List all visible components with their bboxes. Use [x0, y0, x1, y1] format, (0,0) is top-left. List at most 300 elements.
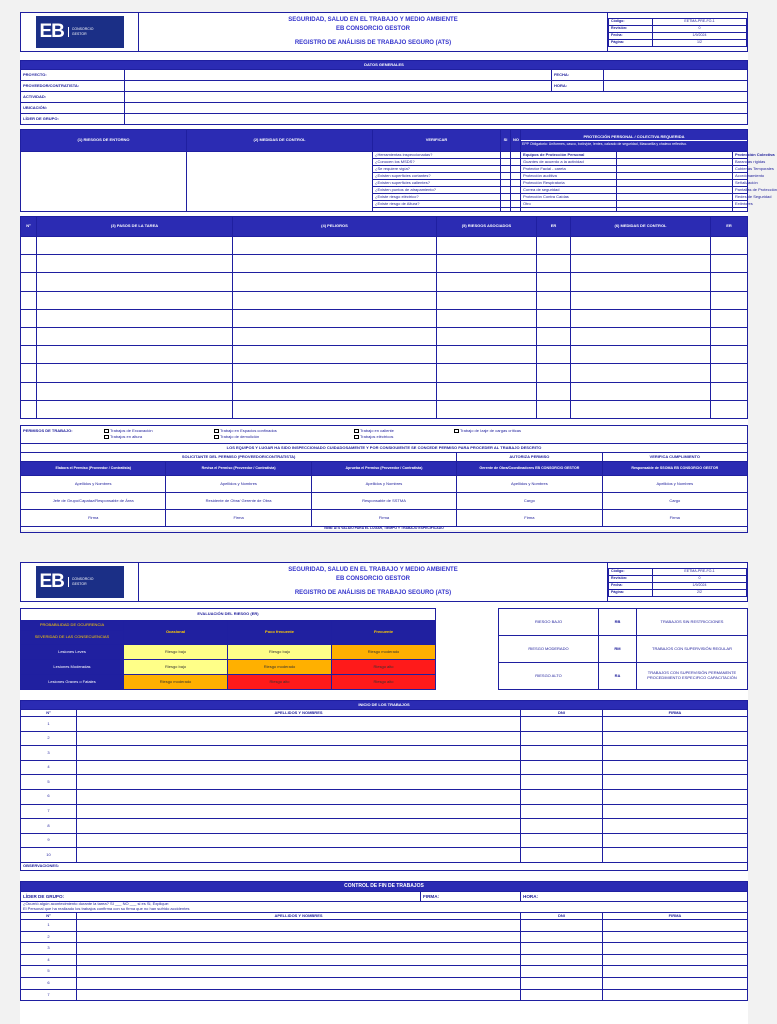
no-check[interactable] [511, 159, 521, 166]
fin-dni-field[interactable] [521, 966, 603, 978]
pasos-cell[interactable] [437, 255, 537, 273]
pasos-cell[interactable] [711, 364, 748, 382]
verificar-header: VERIFICAR [373, 130, 501, 152]
pasos-cell[interactable] [537, 382, 571, 400]
logo-sub2: GESTOR [71, 32, 87, 36]
pasos-cell[interactable] [537, 309, 571, 327]
inicio-row [21, 804, 748, 819]
fin-nombre-field[interactable] [77, 989, 521, 1001]
permiso-demolicion[interactable] [213, 435, 353, 440]
nombres-field[interactable]: Apellidos y Nombres [166, 475, 311, 492]
inicio-dni-field[interactable] [521, 819, 603, 834]
revision-value: 0 [653, 575, 747, 582]
checkbox-icon[interactable] [214, 435, 219, 439]
no-check[interactable] [511, 152, 521, 159]
epp-item: Protección Contra Caídas [521, 194, 617, 201]
pasos-cell[interactable] [21, 346, 37, 364]
si-check[interactable] [501, 173, 511, 180]
solicitante-header: SOLICITANTE DEL PERMISO (PROVEEDOR/CONTRATISTA) [21, 452, 457, 461]
colectiva-item: Cubiertas Temporales [733, 166, 748, 173]
hora-field[interactable] [603, 81, 747, 92]
colectiva-item: Señalización [733, 180, 748, 187]
col-frecuente: Frecuente [332, 621, 436, 645]
riesgos-entorno-field[interactable] [21, 152, 187, 212]
header-title-1: SEGURIDAD, SALUD EN EL TRABAJO Y MEDIO AMBIENTE [288, 17, 458, 23]
fin-nombres-header: APELLIDOS Y NOMBRES [77, 912, 521, 919]
codes-table [608, 568, 747, 597]
pasos-cell[interactable] [21, 400, 37, 418]
cargo-field[interactable]: Residente de Obra/ Gerente de Obra [166, 492, 311, 509]
elabora-header: Elabora el Permiso (Proveedor / Contratista) [21, 461, 166, 475]
pasos-cell[interactable] [437, 309, 537, 327]
fin-firma-field[interactable] [603, 931, 748, 943]
si-check[interactable] [501, 159, 511, 166]
evaluacion-riesgo-table [20, 608, 436, 690]
no-check[interactable] [511, 180, 521, 187]
fin-nombre-field[interactable] [77, 931, 521, 943]
pasos-cell[interactable] [537, 291, 571, 309]
firma-field[interactable]: Firma [311, 509, 456, 526]
inicio-firma-field[interactable] [603, 848, 748, 863]
header-titles [139, 563, 608, 602]
datos-title: DATOS GENERALES [21, 61, 748, 70]
cargo-field[interactable]: Responsable de SSTMA [311, 492, 456, 509]
datos-generales-table [20, 60, 748, 125]
proveedor-field[interactable] [125, 81, 552, 92]
pasos-cell[interactable] [437, 291, 537, 309]
header-title-3: REGISTRO DE ANÁLISIS DE TRABAJO SEGURO (ATS) [294, 40, 452, 46]
inicio-trabajos-table [20, 700, 748, 871]
inicio-dni-field[interactable] [521, 804, 603, 819]
verificar-item: ¿Herramientas inspeccionadas? [373, 152, 501, 159]
pasos-cell[interactable] [437, 400, 537, 418]
riesgo-legend-table [498, 608, 748, 690]
peligros-header: (4) PELIGROS [233, 217, 437, 237]
no-check[interactable] [511, 201, 521, 208]
fin-lider-label[interactable]: LÍDER DE GRUPO: [21, 891, 421, 901]
pasos-cell[interactable] [437, 346, 537, 364]
colectiva-header: Protección Colectiva [733, 152, 748, 159]
pasos-cell[interactable] [711, 382, 748, 400]
no-check[interactable] [511, 187, 521, 194]
ats-page-2 [20, 562, 748, 1024]
inicio-nombre-field[interactable] [77, 804, 521, 819]
verificar-item: ¿Existe riesgo de Altura? [373, 201, 501, 208]
revision-label: Revisión: [609, 25, 653, 32]
pasos-cell[interactable] [233, 400, 437, 418]
verificar-item: ¿Existe riesgo eléctrico? [373, 194, 501, 201]
checkbox-icon[interactable] [214, 429, 219, 433]
col-poco-frecuente: Poco frecuente [228, 621, 332, 645]
permiso-izaje[interactable] [453, 429, 521, 434]
pasos-cell[interactable] [537, 346, 571, 364]
fin-firma-field[interactable] [603, 943, 748, 955]
pasos-cell[interactable] [37, 364, 233, 382]
fin-title: CONTROL DE FIN DE TRABAJOS [21, 881, 748, 891]
code-label: Código: [609, 568, 653, 575]
epp-item: Protección Respiratoria [521, 180, 617, 187]
page-label: Página: [609, 39, 653, 46]
legend-alto-desc: TRABAJOS CON SUPERVISIÓN PERMANENTE PROCEDIMIENTO ESPECIFICO CAPACITACIÓN [637, 663, 748, 690]
company-logo [36, 566, 124, 598]
legend-alto: RIESGO ALTO [499, 663, 599, 690]
pasos-cell[interactable] [537, 273, 571, 291]
epp-check[interactable] [617, 194, 733, 201]
inicio-dni-field[interactable] [521, 848, 603, 863]
inicio-firma-field[interactable] [603, 804, 748, 819]
gerente-header: Gerente de Obra/Coordinadores EB CONSORCIO GESTOR [457, 461, 602, 475]
no-header: NO [511, 130, 521, 152]
cell-riesgo-moderado: Riesgo moderado [124, 675, 228, 690]
riesgos-entorno-table [20, 129, 777, 212]
checkbox-icon[interactable] [104, 435, 109, 439]
fin-dni-field[interactable] [521, 954, 603, 966]
fin-hora-label[interactable]: HORA: [521, 891, 748, 901]
fecha-label: FECHA: [551, 70, 603, 81]
inicio-firma-field[interactable] [603, 775, 748, 790]
cargo-field[interactable]: Jefe de Grupo/Capataz/Responsable de Área [21, 492, 166, 509]
pasos-cell[interactable] [571, 400, 711, 418]
pasos-cell[interactable] [537, 364, 571, 382]
actividad-label: ACTIVIDAD: [21, 92, 125, 103]
fin-row [21, 954, 748, 966]
fin-nombre-field[interactable] [77, 954, 521, 966]
page-value: 2/2 [653, 589, 747, 596]
nombres-field[interactable]: Apellidos y Nombres [311, 475, 456, 492]
inicio-firma-field[interactable] [603, 746, 748, 761]
pasos-row [21, 327, 748, 345]
pasos-cell[interactable] [537, 255, 571, 273]
fin-dni-field[interactable] [521, 919, 603, 931]
cell-riesgo-moderado: Riesgo moderado [228, 660, 332, 675]
pasos-cell[interactable] [571, 291, 711, 309]
colectiva-item: Pantallas de Protección [733, 187, 748, 194]
pasos-cell[interactable] [233, 291, 437, 309]
fin-n-header: N° [21, 912, 77, 919]
fin-dni-field[interactable] [521, 943, 603, 955]
inicio-firma-field[interactable] [603, 833, 748, 848]
firma-field[interactable]: Firma [457, 509, 602, 526]
verifica-header: VERIFICA CUMPLIMIENTO [602, 452, 747, 461]
cell-riesgo-alto: Riesgo alto [332, 675, 436, 690]
inicio-dni-field[interactable] [521, 731, 603, 746]
inicio-row-number: 7 [21, 804, 77, 819]
inicio-dni-field[interactable] [521, 746, 603, 761]
code-value: EETMA-PRE-FO-1 [653, 568, 747, 575]
pasos-cell[interactable] [571, 382, 711, 400]
inicio-nombres-header: APELLIDOS Y NOMBRES [77, 710, 521, 717]
pasos-cell[interactable] [37, 327, 233, 345]
permiso-altura[interactable] [103, 435, 213, 440]
pasos-cell[interactable] [21, 364, 37, 382]
declaracion-text: LOS EQUIPOS Y LUGAR HA SIDO INSPECCIONADO CUIDADOSAMENTE Y POR CONSIGUIENTE SE CONCEDE PERMISO PARA PROCEDER AL TRABAJO DESCRITO [21, 443, 748, 452]
pasos-cell[interactable] [437, 327, 537, 345]
pasos-cell[interactable] [21, 291, 37, 309]
pasos-cell[interactable] [571, 309, 711, 327]
pasos-cell[interactable] [233, 327, 437, 345]
cargo-field[interactable]: Cargo [457, 492, 602, 509]
header-table [20, 12, 748, 52]
colectiva-item: Redes de Seguridad [733, 194, 748, 201]
fin-trabajos-table [20, 881, 748, 1001]
pasos-cell[interactable] [233, 255, 437, 273]
header-title-2: EB CONSORCIO GESTOR [336, 576, 410, 582]
pasos-cell[interactable] [711, 273, 748, 291]
inicio-nombre-field[interactable] [77, 775, 521, 790]
medidas-control-field[interactable] [187, 152, 373, 212]
inicio-dni-field[interactable] [521, 717, 603, 732]
inicio-dni-field[interactable] [521, 760, 603, 775]
epp-check[interactable] [617, 159, 733, 166]
verificar-item: ¿Existen superficies calientes? [373, 180, 501, 187]
pasos-cell[interactable] [711, 291, 748, 309]
pasos-cell[interactable] [571, 346, 711, 364]
inicio-nombre-field[interactable] [77, 731, 521, 746]
date-label: Fecha: [609, 32, 653, 39]
pasos-row [21, 291, 748, 309]
pasos-cell[interactable] [21, 327, 37, 345]
pasos-cell[interactable] [37, 237, 233, 255]
company-logo [36, 16, 124, 48]
pasos-cell[interactable] [21, 255, 37, 273]
epp-item: Correa de seguridad [521, 187, 617, 194]
pasos-cell[interactable] [21, 237, 37, 255]
pasos-cell[interactable] [21, 273, 37, 291]
inicio-nombre-field[interactable] [77, 789, 521, 804]
verificar-item: ¿Existen puntos de atrapamiento? [373, 187, 501, 194]
proyecto-field[interactable] [125, 70, 552, 81]
fin-row-number: 7 [21, 989, 77, 1001]
er2-header: ER [711, 217, 748, 237]
fin-firma-label[interactable]: FIRMA: [421, 891, 521, 901]
inicio-row-number: 10 [21, 848, 77, 863]
pasos-cell[interactable] [37, 273, 233, 291]
pasos-cell[interactable] [233, 237, 437, 255]
riesgos-asociados-header: (5) RIESGOS ASOCIADOS [437, 217, 537, 237]
legend-moderado: RIESGO MODERADO [499, 636, 599, 663]
fin-nombre-field[interactable] [77, 966, 521, 978]
pasos-row [21, 255, 748, 273]
pasos-cell[interactable] [233, 309, 437, 327]
fin-firma-field[interactable] [603, 989, 748, 1001]
code-label: Código: [609, 18, 653, 25]
epp-item: Protección auditiva [521, 173, 617, 180]
inicio-row-number: 3 [21, 746, 77, 761]
si-check[interactable] [501, 152, 511, 159]
verificar-item: ¿Se requiere vigía? [373, 166, 501, 173]
si-check[interactable] [501, 187, 511, 194]
page-label: Página: [609, 589, 653, 596]
firma-field[interactable]: Firma [21, 509, 166, 526]
epp-item: Protector Facial - careta [521, 166, 617, 173]
fin-dni-field[interactable] [521, 931, 603, 943]
fin-firma-field[interactable] [603, 977, 748, 989]
fecha-field[interactable] [603, 70, 747, 81]
nombres-field[interactable]: Apellidos y Nombres [457, 475, 602, 492]
pasos-cell[interactable] [571, 327, 711, 345]
legend-alto-code: RA [599, 663, 637, 690]
pasos-cell[interactable] [437, 364, 537, 382]
pasos-cell[interactable] [711, 309, 748, 327]
inicio-nombre-field[interactable] [77, 848, 521, 863]
pasos-cell[interactable] [21, 382, 37, 400]
checkbox-icon[interactable] [354, 429, 359, 433]
pasos-header: (3) PASOS DE LA TAREA [37, 217, 233, 237]
pasos-cell[interactable] [571, 237, 711, 255]
date-value: 1/9/2024 [653, 582, 747, 589]
logo-text: EB [39, 571, 64, 593]
inicio-dni-field[interactable] [521, 789, 603, 804]
checkbox-icon[interactable] [354, 435, 359, 439]
pasos-cell[interactable] [233, 382, 437, 400]
aprueba-header: Aprueba el Permiso (Proveedor / Contratista) [311, 461, 456, 475]
lider-field[interactable] [125, 114, 748, 125]
cell-riesgo-alto: Riesgo alto [228, 675, 332, 690]
inicio-row-number: 4 [21, 760, 77, 775]
inicio-n-header: N° [21, 710, 77, 717]
fin-row [21, 966, 748, 978]
cell-riesgo-moderado: Riesgo moderado [332, 645, 436, 660]
pasos-cell[interactable] [537, 400, 571, 418]
pasos-cell[interactable] [21, 309, 37, 327]
colectiva-item: Acordonamiento [733, 173, 748, 180]
autoriza-header: AUTORIZA PERMISO [457, 452, 602, 461]
fin-firma-field[interactable] [603, 966, 748, 978]
inicio-firma-field[interactable] [603, 717, 748, 732]
medidas-header: (6) MEDIDAS DE CONTROL [571, 217, 711, 237]
logo-cell [21, 13, 139, 52]
ubicacion-field[interactable] [125, 103, 748, 114]
fin-dni-field[interactable] [521, 989, 603, 1001]
pasos-cell[interactable] [711, 346, 748, 364]
pasos-cell[interactable] [37, 255, 233, 273]
firma-field[interactable]: Firma [602, 509, 747, 526]
header-title-2: EB CONSORCIO GESTOR [336, 26, 410, 32]
pasos-cell[interactable] [711, 400, 748, 418]
header-title-1: SEGURIDAD, SALUD EN EL TRABAJO Y MEDIO AMBIENTE [288, 567, 458, 573]
logo-cell [21, 563, 139, 602]
pasos-cell[interactable] [571, 364, 711, 382]
logo-sub1: CONSORCIO [71, 577, 94, 582]
legend-bajo-code: RB [599, 609, 637, 636]
pasos-cell[interactable] [37, 400, 233, 418]
cargo-field[interactable]: Cargo [602, 492, 747, 509]
inicio-dni-field[interactable] [521, 833, 603, 848]
actividad-field[interactable] [125, 92, 748, 103]
fin-firma-field[interactable] [603, 919, 748, 931]
inicio-row-number: 1 [21, 717, 77, 732]
revisa-header: Revisa el Permiso (Proveedor / Contratista) [166, 461, 311, 475]
legend-moderado-desc: TRABAJOS CON SUPERVISIÓN REGULAR [637, 636, 748, 663]
fin-dni-field[interactable] [521, 977, 603, 989]
inicio-row [21, 848, 748, 863]
inicio-row [21, 775, 748, 790]
fin-dni-header: DNI [521, 912, 603, 919]
inicio-row-number: 8 [21, 819, 77, 834]
pasos-cell[interactable] [233, 346, 437, 364]
si-check[interactable] [501, 166, 511, 173]
code-value: EETMA-PRE-FO-1 [653, 18, 747, 25]
pasos-cell[interactable] [37, 309, 233, 327]
evaluacion-title: EVALUACIÓN DEL RIESGO (ER) [21, 609, 436, 621]
pasos-cell[interactable] [537, 237, 571, 255]
checkbox-icon[interactable] [104, 429, 109, 433]
no-check[interactable] [511, 173, 521, 180]
epp-check[interactable] [617, 201, 733, 208]
date-value: 1/9/2024 [653, 32, 747, 39]
fin-row-number: 3 [21, 943, 77, 955]
si-check[interactable] [501, 201, 511, 208]
fin-pregunta-2: El Personal que ha realizado los trabajos confirma con su firma que no han sufrido accidentes [23, 905, 190, 911]
inicio-firma-field[interactable] [603, 819, 748, 834]
inicio-row-number: 9 [21, 833, 77, 848]
verificar-item: ¿Existen superficies cortantes? [373, 173, 501, 180]
fin-row [21, 943, 748, 955]
checkbox-icon[interactable] [454, 429, 459, 433]
inicio-nombre-field[interactable] [77, 819, 521, 834]
no-check[interactable] [511, 166, 521, 173]
no-check[interactable] [511, 194, 521, 201]
pasos-cell[interactable] [711, 327, 748, 345]
fin-nombre-field[interactable] [77, 943, 521, 955]
epp-check[interactable] [617, 173, 733, 180]
permiso-electricos[interactable] [353, 435, 393, 440]
nombres-field[interactable]: Apellidos y Nombres [21, 475, 166, 492]
epp-check[interactable] [617, 180, 733, 187]
fin-firma-field[interactable] [603, 954, 748, 966]
inicio-nombre-field[interactable] [77, 760, 521, 775]
pasos-cell[interactable] [437, 273, 537, 291]
pasos-cell[interactable] [571, 273, 711, 291]
pasos-cell[interactable] [37, 382, 233, 400]
fin-nombre-field[interactable] [77, 919, 521, 931]
epp-check[interactable] [617, 187, 733, 194]
pasos-cell[interactable] [233, 364, 437, 382]
nombres-field[interactable]: Apellidos y Nombres [602, 475, 747, 492]
pasos-cell[interactable] [37, 346, 233, 364]
numero-header: N° [21, 217, 37, 237]
inicio-dni-field[interactable] [521, 775, 603, 790]
legend-bajo: RIESGO BAJO [499, 609, 599, 636]
si-check[interactable] [501, 194, 511, 201]
proveedor-label: PROVEEDOR/CONTRATISTA: [21, 81, 125, 92]
pasos-cell[interactable] [437, 382, 537, 400]
pasos-cell[interactable] [537, 327, 571, 345]
pasos-cell[interactable] [711, 237, 748, 255]
inicio-firma-field[interactable] [603, 760, 748, 775]
pasos-cell[interactable] [437, 237, 537, 255]
permiso-label: Trabajo en caliente [360, 428, 394, 434]
revision-label: Revisión: [609, 575, 653, 582]
si-check[interactable] [501, 180, 511, 187]
firma-field[interactable]: Firma [166, 509, 311, 526]
epp-check[interactable] [617, 166, 733, 173]
inicio-firma-field[interactable] [603, 731, 748, 746]
inicio-nombre-field[interactable] [77, 833, 521, 848]
medidas-control-header: (2) MEDIDAS DE CONTROL [187, 130, 373, 152]
pasos-cell[interactable] [571, 255, 711, 273]
pasos-cell[interactable] [711, 255, 748, 273]
permiso-label: Trabajo de demolición [220, 433, 260, 439]
inicio-row [21, 789, 748, 804]
pasos-cell[interactable] [233, 273, 437, 291]
inicio-firma-field[interactable] [603, 789, 748, 804]
date-label: Fecha: [609, 582, 653, 589]
pasos-cell[interactable] [37, 291, 233, 309]
fin-nombre-field[interactable] [77, 977, 521, 989]
inicio-nombre-field[interactable] [77, 717, 521, 732]
inicio-nombre-field[interactable] [77, 746, 521, 761]
